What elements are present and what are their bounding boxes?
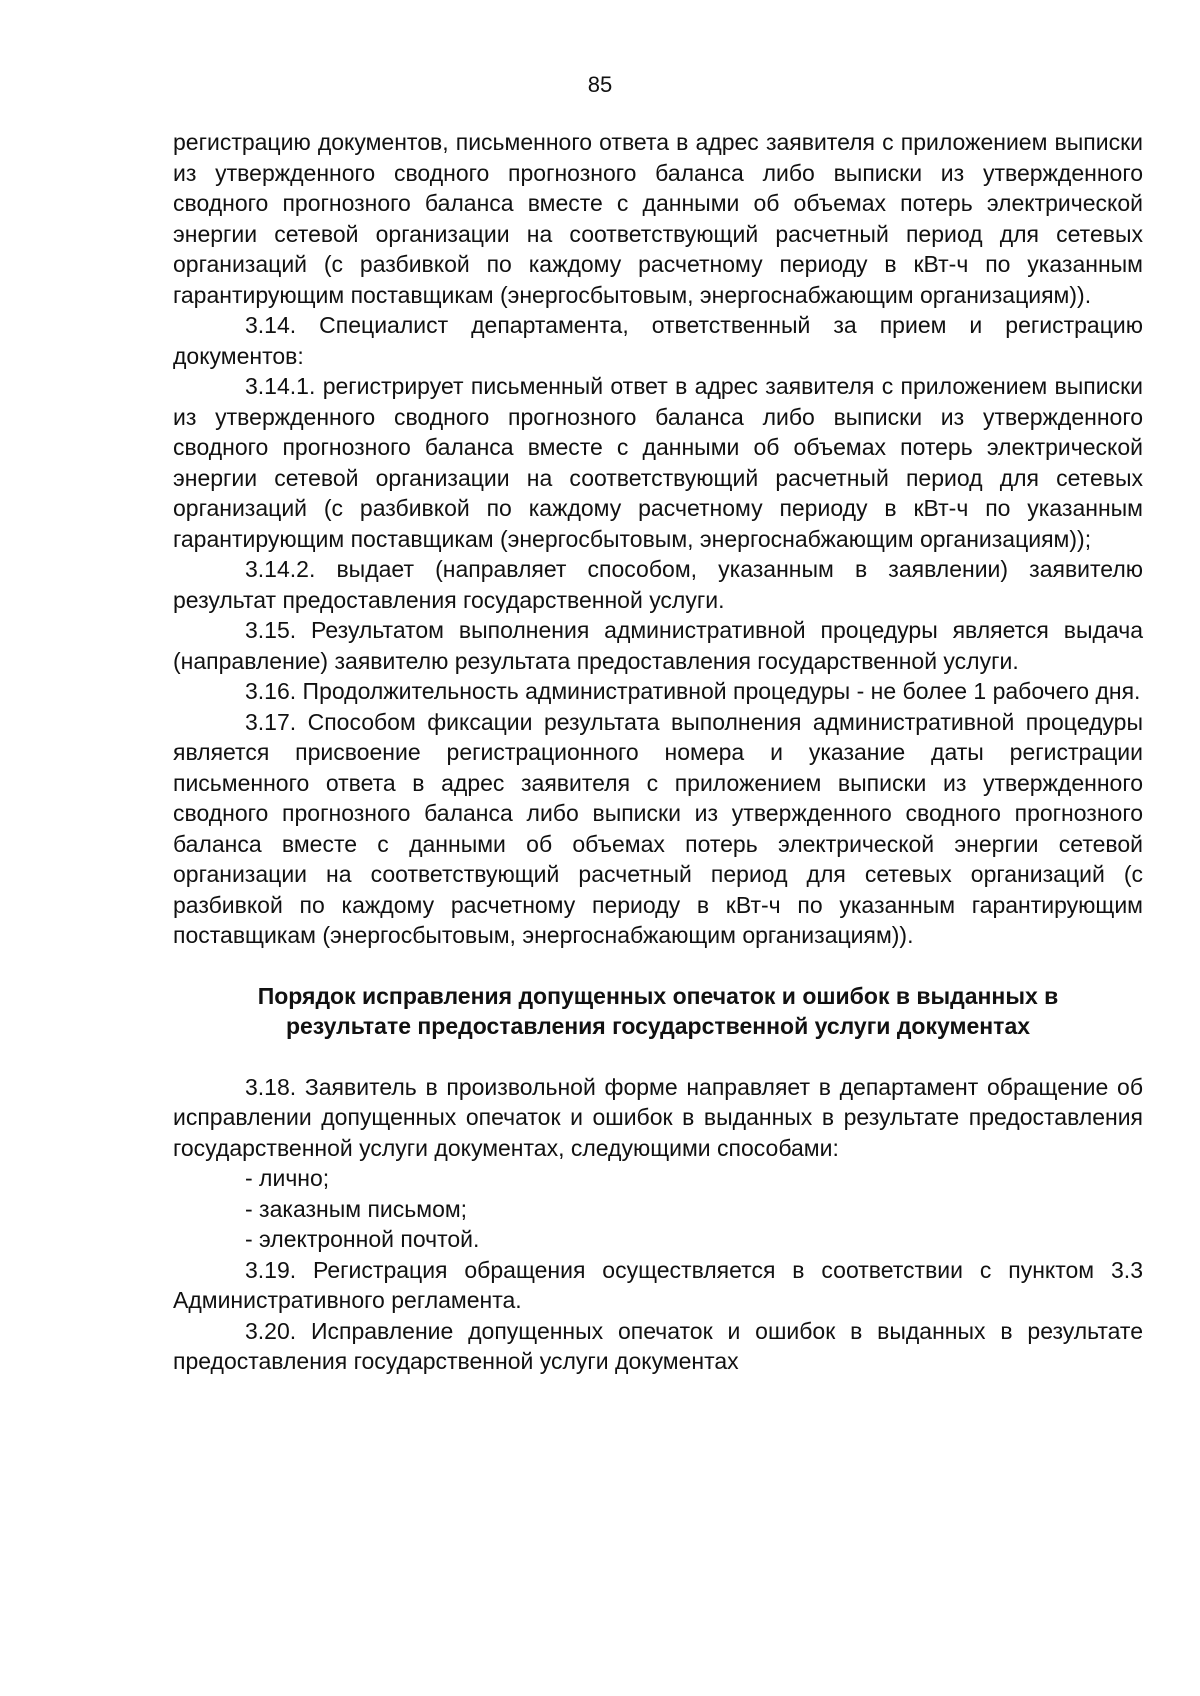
paragraph-continuation: регистрацию документов, письменного ответа в адрес заявителя с приложением выписки из утвержденного сводного прогнозного баланса либо выписки из утвержденного сводного прогнозного баланса вместе с данными об объемах потерь электрической энергии сетевой организации на соответствующий расчетный период для сетевых организаций (с разбивкой по каждому расчетному периоду в кВт-ч по указанным гарантирующим поставщикам (энергосбытовым, энергоснабжающим организациям)). — [173, 129, 1143, 308]
paragraph-3-16: 3.16. Продолжительность административной процедуры - не более 1 рабочего дня. — [245, 678, 1141, 704]
paragraph-3-14: 3.14. Специалист департамента, ответственный за прием и регистрацию документов: — [173, 312, 1143, 369]
paragraph-3-14-1: 3.14.1. регистрирует письменный ответ в адрес заявителя с приложением выписки из утвержденного сводного прогнозного баланса либо выписки из утвержденного сводного прогнозного баланса вместе с данными об объемах потерь электрической энергии сетевой организации на соответствующий расчетный период для сетевых организаций (с разбивкой по каждому расчетному периоду в кВт-ч по указанным гарантирующим поставщикам (энергосбытовым, энергоснабжающим организациям)); — [173, 373, 1143, 552]
method-list-item: - лично; — [245, 1165, 330, 1191]
paragraph-3-19: 3.19. Регистрация обращения осуществляется в соответствии с пунктом 3.3 Административного регламента. — [173, 1256, 1143, 1313]
paragraph-3-18: 3.18. Заявитель в произвольной форме направляет в департамент обращение об исправлении допущенных опечаток и ошибок в выданных в результате предоставления государственной услуги документах, следующими способами: — [173, 1073, 1143, 1161]
paragraph-3-15: 3.15. Результатом выполнения административной процедуры является выдача (направление) заявителю результата предоставления государственной услуги. — [173, 617, 1143, 674]
document-body — [173, 127, 1143, 1377]
method-list-item: - электронной почтой. — [245, 1226, 480, 1252]
page-number: 85 — [587, 72, 613, 97]
paragraph-3-14-2: 3.14.2. выдает (направляет способом, указанным в заявлении) заявителю результат предоставления государственной услуги. — [173, 556, 1143, 613]
paragraph-3-20: 3.20. Исправление допущенных опечаток и ошибок в выданных в результате предоставления государственной услуги документах — [173, 1317, 1143, 1374]
method-list-item: - заказным письмом; — [245, 1195, 468, 1222]
paragraph-3-17: 3.17. Способом фиксации результата выполнения административной процедуры является присвоение регистрационного номера и указание даты регистрации письменного ответа в адрес заявителя с приложением выписки из утвержденного сводного прогнозного баланса либо выписки из утвержденного сводного прогнозного баланса вместе с данными об объемах потерь электрической энергии сетевой организации на соответствующий расчетный период для сетевых организаций (с разбивкой по каждому расчетному периоду в кВт-ч по указанным гарантирующим поставщикам (энергосбытовым, энергоснабжающим организациям)). — [173, 708, 1143, 948]
section-heading: Порядок исправления допущенных опечаток и ошибок в выданных в результате предоставления государственной услуги документах — [257, 982, 1059, 1039]
